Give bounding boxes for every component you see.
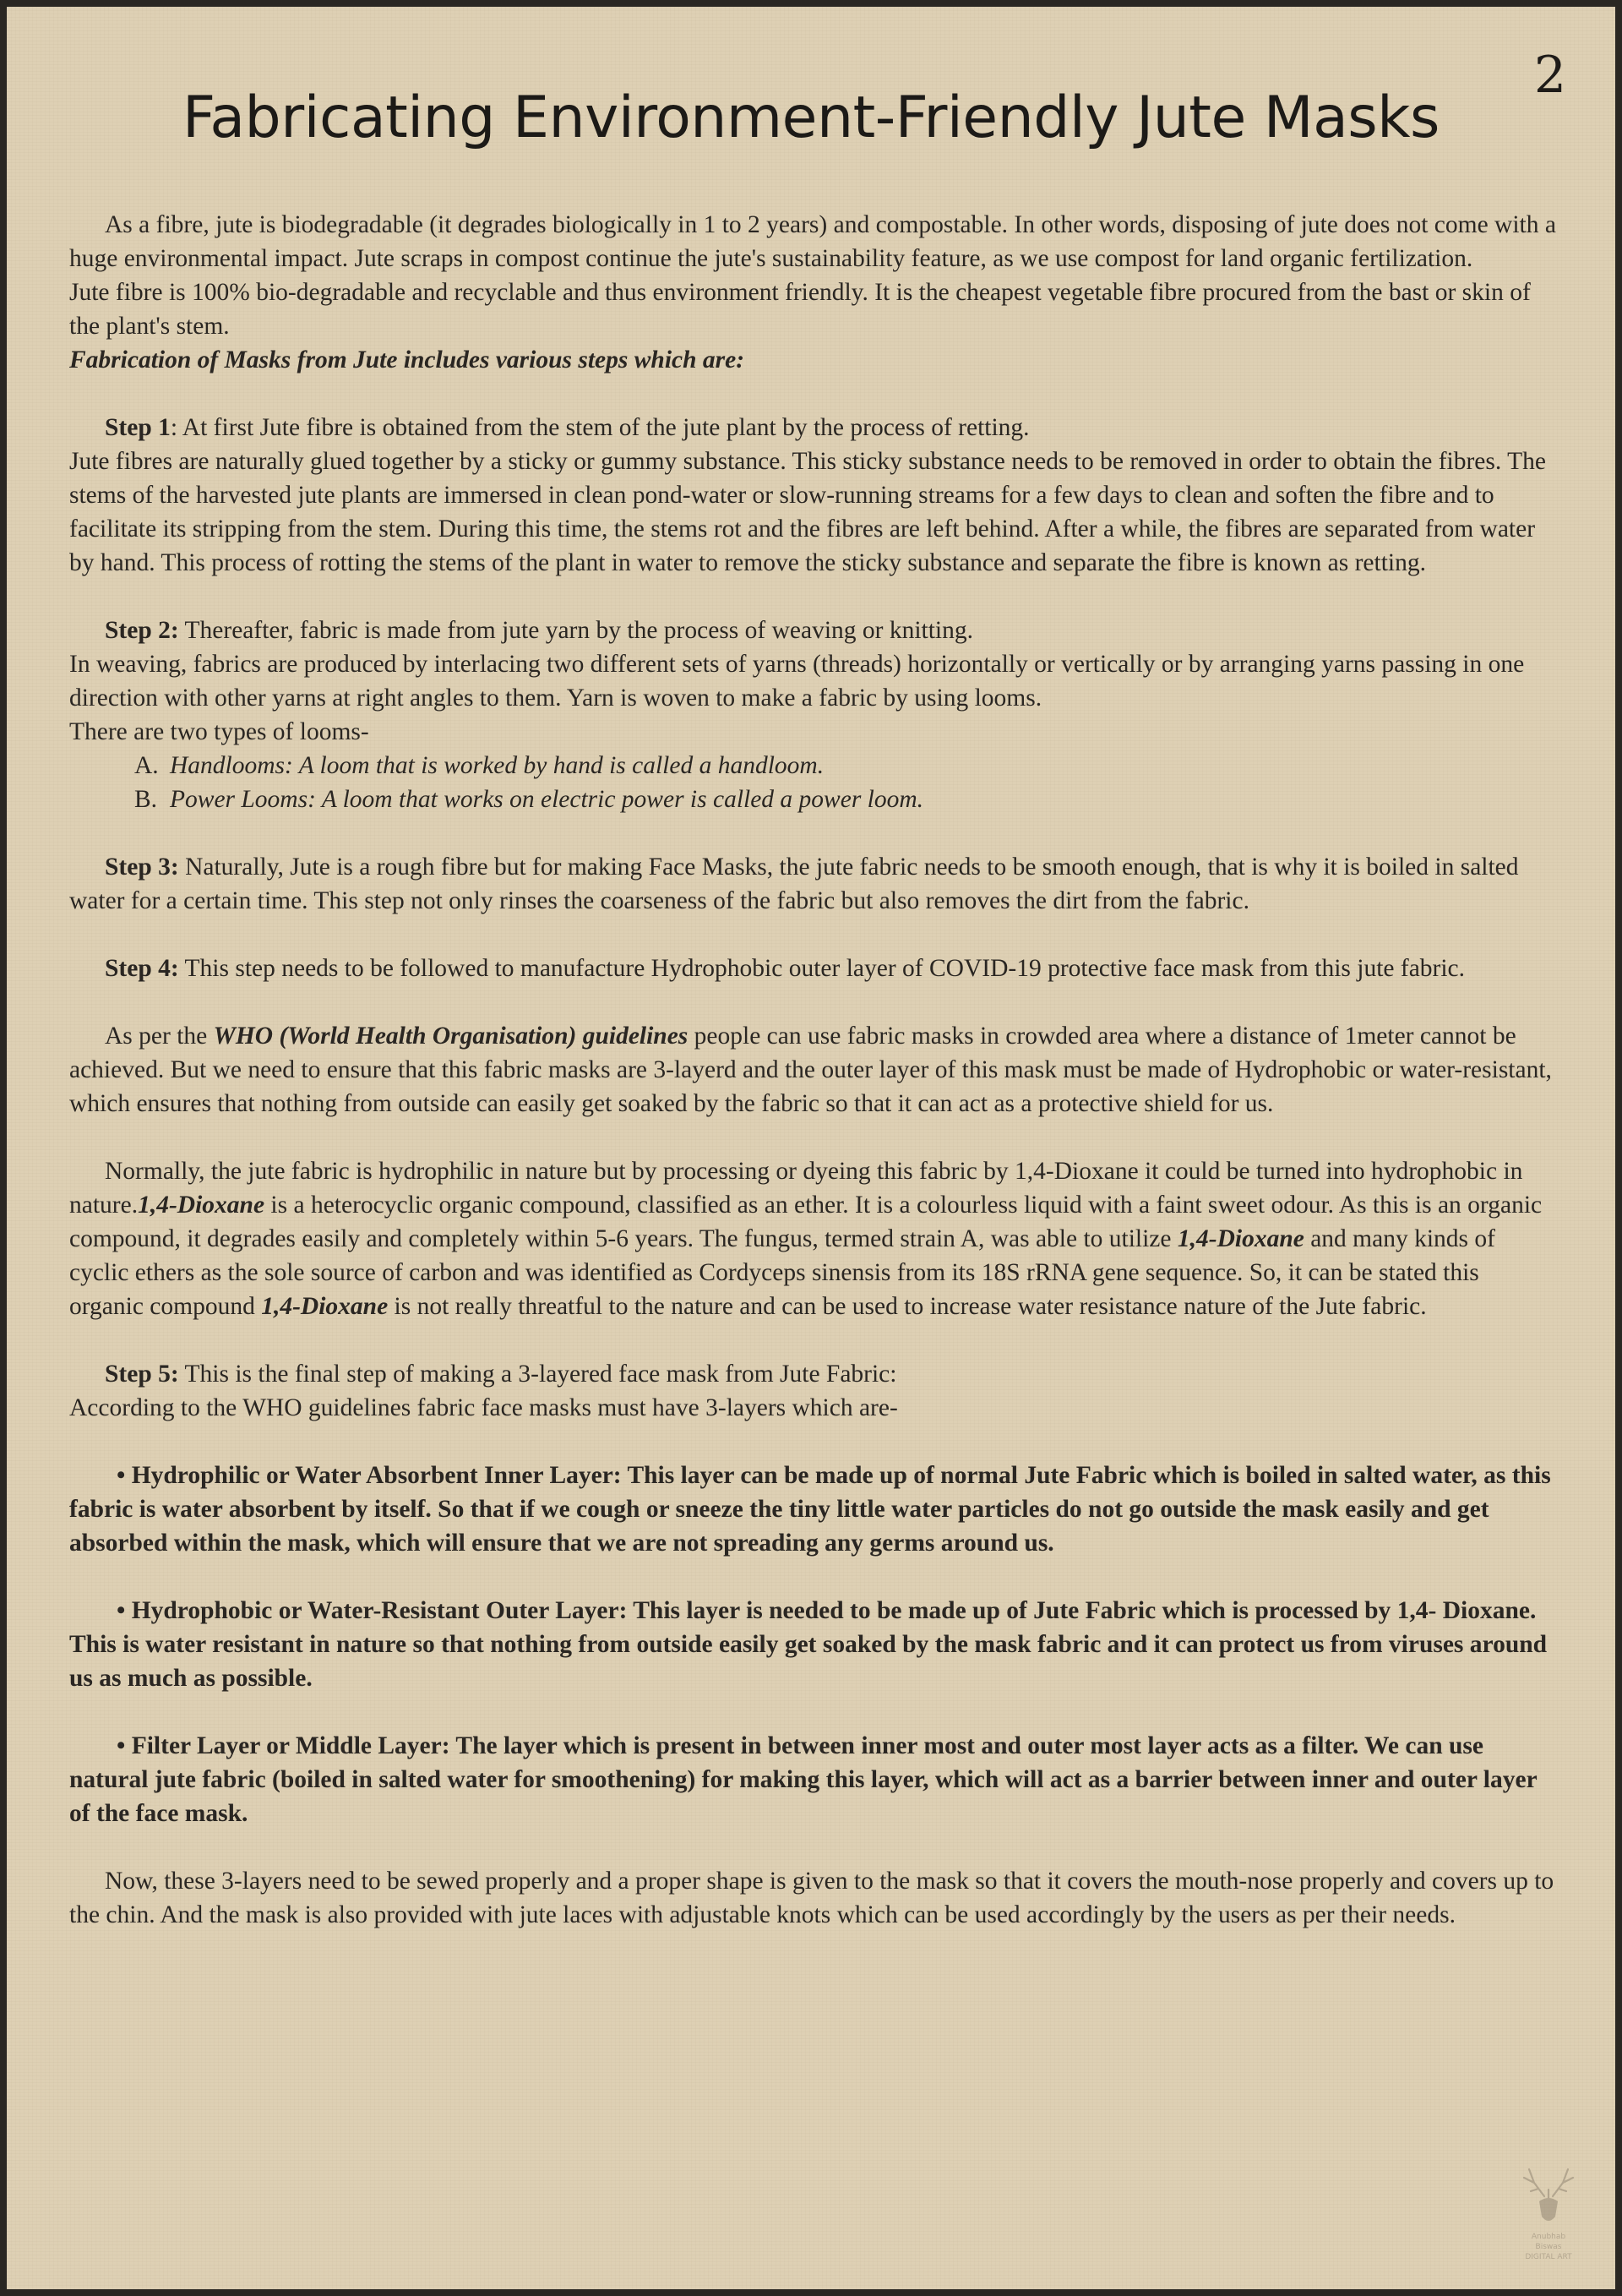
- spacer: [69, 580, 1556, 614]
- logo-text-1: Anubhab: [1531, 2233, 1566, 2241]
- dioxane-text-2: is a heterocyclic organic compound, classified as an ether. It is a colourless liquid with a faint sweet odour. As this is an organic compound, it degrades easily and completely within 5-6 years. The fungus, termed strain A, was able to utilize: [69, 1192, 1543, 1252]
- deer-logo-icon: [1510, 2157, 1587, 2267]
- step2-label: Step 2:: [105, 617, 179, 644]
- spacer: [69, 1425, 1556, 1459]
- step2-body: In weaving, fabrics are produced by interlacing two different sets of yarns (threads) horizontally or vertically or by arranging yarns passing in one direction with other yarns at right angles to them. Yarn is woven to make a fabric by using looms.: [69, 651, 1525, 712]
- step5-lead: [69, 1357, 1556, 1391]
- dioxane-text-1: Normally, the jute fabric is hydrophilic in nature but by processing or dyeing this fabric by 1,4-Dioxane it could be turned into hydrophobic in nature.: [69, 1158, 1523, 1219]
- list-item-text: Handlooms: A loom that is worked by hand is called a handloom.: [170, 752, 825, 779]
- step1-lead: [69, 411, 1556, 444]
- layer-middle: • Filter Layer or Middle Layer: The layer which is present in between inner most and outer most layer acts as a filter. We can use natural jute fabric (boiled in salted water for smoothening) for making this layer, which will act as a barrier between inner and outer layer of the face mask.: [69, 1732, 1538, 1827]
- dioxane-paragraph: [69, 1154, 1556, 1323]
- dioxane-emphasis-1: 1,4-Dioxane: [138, 1192, 265, 1219]
- dioxane-emphasis-2: 1,4-Dioxane: [1177, 1225, 1304, 1252]
- spacer: [69, 1830, 1556, 1864]
- spacer: [69, 1695, 1556, 1729]
- spacer: [69, 816, 1556, 850]
- article-body: [69, 208, 1556, 1932]
- page-number: 2: [1533, 46, 1566, 105]
- step5-body: According to the WHO guidelines fabric face masks must have 3-layers which are-: [69, 1394, 898, 1421]
- who-paragraph: [69, 1019, 1556, 1121]
- step5-lead-text: This is the final step of making a 3-layered face mask from Jute Fabric:: [178, 1361, 897, 1388]
- step1-body: Jute fibres are naturally glued together by a sticky or gummy substance. This sticky substance needs to be removed in order to obtain the fibres. The stems of the harvested jute plants are immersed in clean pond-water or slow-running streams for a few days to clean and soften the fibre and to facilitate its stripping from the stem. During this time, the stems rot and the fibres are left behind. After a while, the fibres are separated from water by hand. This process of rotting the stems of the plant in water to remove the sticky substance and separate the fibre is known as retting.: [69, 448, 1546, 576]
- step1-lead-text: : At first Jute fibre is obtained from the stem of the jute plant by the process of retting.: [170, 414, 1030, 441]
- step2-lead: [69, 614, 1556, 647]
- step4-paragraph: [69, 952, 1556, 985]
- logo-text-3: DIGITAL ART: [1525, 2253, 1572, 2261]
- list-item: [69, 783, 1556, 816]
- list-item-text: Power Looms: A loom that works on electric power is called a power loom.: [170, 786, 924, 813]
- step4-label: Step 4:: [105, 955, 179, 982]
- logo-text-2: Biswas: [1535, 2243, 1562, 2251]
- step4-text: This step needs to be followed to manufacture Hydrophobic outer layer of COVID-19 protective face mask from this jute fabric.: [178, 955, 1466, 982]
- list-marker: B.: [134, 786, 158, 813]
- who-guidelines-emphasis: WHO (World Health Organisation) guidelines: [213, 1023, 689, 1050]
- step5-label: Step 5:: [105, 1361, 179, 1388]
- step3-paragraph: [69, 850, 1556, 918]
- step3-text: Naturally, Jute is a rough fibre but for making Face Masks, the jute fabric needs to be smooth enough, that is why it is boiled in salted water for a certain time. This step not only rinses the coarseness of the fabric but also removes the dirt from the fabric.: [69, 854, 1519, 914]
- step1-label: Step 1: [105, 414, 171, 441]
- document-page: [7, 7, 1615, 2289]
- spacer: [69, 1323, 1556, 1357]
- list-item: [69, 749, 1556, 783]
- spacer: [69, 985, 1556, 1019]
- dioxane-text-4: is not really threatful to the nature and can be used to increase water resistance nature of the Jute fabric.: [388, 1293, 1427, 1320]
- dioxane-text-3: and many kinds of cyclic ethers as the sole source of carbon and was identified as Cordyceps sinensis from its 18S rRNA gene sequence. So, it can be stated this organic compound: [69, 1225, 1495, 1320]
- spacer: [69, 377, 1556, 411]
- steps-heading: Fabrication of Masks from Jute includes various steps which are:: [69, 346, 745, 374]
- list-marker: A.: [134, 752, 159, 779]
- intro-paragraph-2: Jute fibre is 100% bio-degradable and recyclable and thus environment friendly. It is the cheapest vegetable fibre procured from the bast or skin of the plant's stem.: [69, 279, 1531, 340]
- layer-outer: • Hydrophobic or Water-Resistant Outer Layer: This layer is needed to be made up of Jute Fabric which is processed by 1,4- Dioxane. This is water resistant in nature so that nothing from outside easily get soaked by the mask fabric and it can protect us from viruses around us as much as possible.: [69, 1597, 1548, 1692]
- intro-paragraph-1: As a fibre, jute is biodegradable (it degrades biologically in 1 to 2 years) and compostable. In other words, disposing of jute does not come with a huge environmental impact. Jute scraps in compost continue the jute's sustainability feature, as we use compost for land organic fertilization.: [69, 211, 1556, 272]
- who-post: people can use fabric masks in crowded area where a distance of 1meter cannot be achieved. But we need to ensure that this fabric masks are 3-layerd and the outer layer of this mask must be made of Hydrophobic or water-resistant, which ensures that nothing from outside can easily get soaked by the fabric so that it can act as a protective shield for us.: [69, 1023, 1552, 1117]
- page-title: Fabricating Environment-Friendly Jute Masks: [182, 85, 1440, 151]
- step2-lead-text: Thereafter, fabric is made from jute yarn by the process of weaving or knitting.: [178, 617, 973, 644]
- who-pre: As per the: [105, 1023, 214, 1050]
- spacer: [69, 918, 1556, 952]
- step3-label: Step 3:: [105, 854, 179, 881]
- layer-inner: • Hydrophilic or Water Absorbent Inner Layer: This layer can be made up of normal Jute Fabric which is boiled in salted water, as this fabric is water absorbent by itself. So that if we cough or sneeze the tiny little water particles do not go outside the mask easily and get absorbed within the mask, which will ensure that we are not spreading any germs around us.: [69, 1462, 1551, 1557]
- looms-list: [69, 749, 1556, 816]
- spacer: [69, 1121, 1556, 1154]
- closing-paragraph: Now, these 3-layers need to be sewed properly and a proper shape is given to the mask so that it covers the mouth-nose properly and covers up to the chin. And the mask is also provided with jute laces with adjustable knots which can be used accordingly by the users as per their needs.: [69, 1868, 1554, 1928]
- spacer: [69, 1560, 1556, 1594]
- looms-intro: There are two types of looms-: [69, 718, 369, 745]
- dioxane-emphasis-3: 1,4-Dioxane: [261, 1293, 389, 1320]
